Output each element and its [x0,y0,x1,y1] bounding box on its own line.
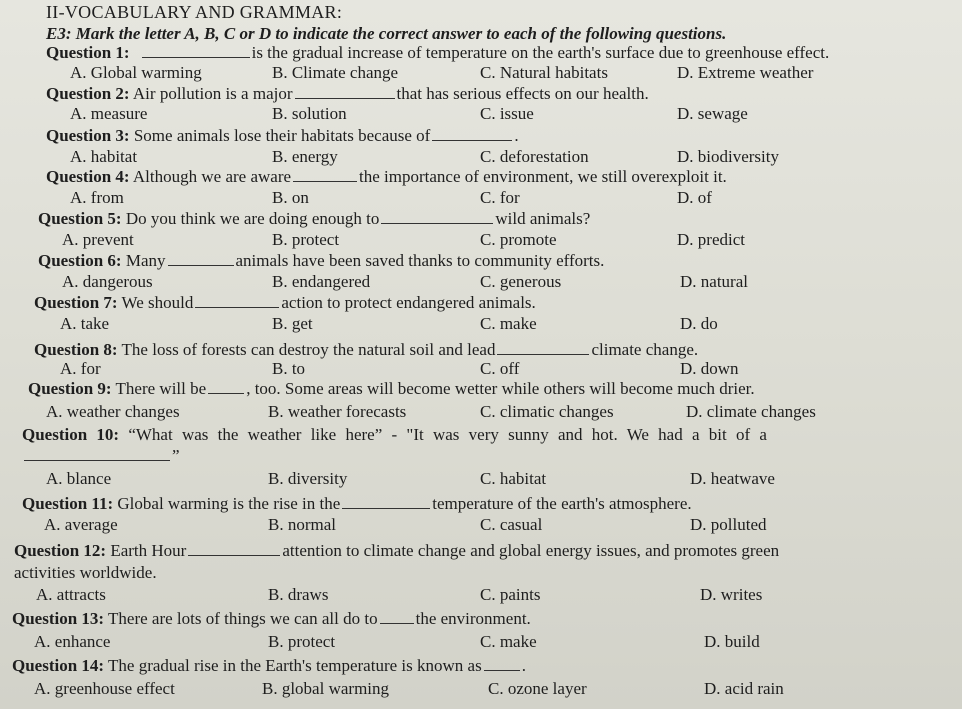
answer-blank [208,380,244,394]
question-label: Question 9: [28,379,112,398]
question-label: Question 13: [12,609,105,628]
answer-blank [293,168,357,182]
question-text: Air pollution is a major [132,84,293,103]
answer-blank [432,127,512,141]
question-label: Question 11: [22,494,114,513]
options-row-7 [0,314,962,334]
question-5 [38,209,590,229]
option-a[interactable]: A. blance [46,469,112,488]
question-text-after: . [514,126,519,145]
options-row-6 [0,272,962,292]
question-label: Question 14: [12,656,105,675]
option-d[interactable]: D. do [680,314,718,333]
question-text-after: animals have been saved thanks to community efforts. [235,251,605,270]
option-a[interactable]: A. Global warming [70,63,202,82]
option-d[interactable]: D. polluted [690,515,767,534]
answer-blank [168,252,234,266]
question-11 [22,494,692,514]
option-b[interactable]: B. get [272,314,313,333]
option-c[interactable]: C. make [480,632,537,651]
answer-blank [484,657,520,671]
options-row-9 [0,402,962,422]
question-text: Some animals lose their habitats because of [133,126,431,145]
option-a[interactable]: A. prevent [62,230,134,249]
option-d[interactable]: D. heatwave [690,469,775,488]
question-12 [14,541,779,561]
question-label: Question 6: [38,251,122,270]
option-c[interactable]: C. habitat [480,469,547,488]
option-d[interactable]: D. biodiversity [677,147,779,166]
question-10-continuation [22,446,180,466]
question-text: The loss of forests can destroy the natural soil and lead [121,340,496,359]
option-b[interactable]: B. on [272,188,309,207]
question-label: Question 5: [38,209,122,228]
option-c[interactable]: C. climatic changes [480,402,614,421]
option-d[interactable]: D. sewage [677,104,748,123]
option-d[interactable]: D. build [704,632,760,651]
options-row-10 [0,469,962,489]
answer-blank [380,610,414,624]
question-text-after: . [521,656,526,675]
question-text: There will be [115,379,207,398]
answer-blank [142,44,250,58]
question-label: Question 8: [34,340,118,359]
section-heading: II-VOCABULARY AND GRAMMAR: [46,2,343,22]
option-b[interactable]: B. Climate change [272,63,399,82]
option-c[interactable]: C. for [480,188,520,207]
answer-blank [188,542,280,556]
answer-blank [24,447,170,461]
option-d[interactable]: D. writes [700,585,763,604]
question-12-continuation: activities worldwide. [14,563,157,582]
option-b[interactable]: B. draws [268,585,329,604]
option-c[interactable]: C. casual [480,515,543,534]
question-6 [38,251,604,271]
question-text: Although we are aware [132,167,292,186]
question-text-after: temperature of the earth's atmosphere. [432,494,692,513]
question-label: Question 10: [22,425,120,444]
question-text: We should [121,293,194,312]
question-text: There are lots of things we can all do to [108,609,378,628]
option-b[interactable]: B. weather forecasts [268,402,407,421]
option-a[interactable]: A. average [44,515,118,534]
option-a[interactable]: A. habitat [70,147,138,166]
option-a[interactable]: A. weather changes [46,402,180,421]
option-a[interactable]: A. enhance [34,632,111,651]
instruction: E3: Mark the letter A, B, C or D to indicate the correct answer to each of the following questions. [46,24,727,43]
question-14 [12,656,526,676]
question-text-after: action to protect endangered animals. [281,293,536,312]
option-c[interactable]: C. generous [480,272,562,291]
question-label: Question 7: [34,293,118,312]
question-text-after: wild animals? [495,209,591,228]
question-text-after: the importance of environment, we still overexploit it. [359,167,727,186]
question-8 [34,340,698,360]
question-label: Question 3: [46,126,130,145]
question-text: “What was the weather like here” - "It was very sunny and hot. We had a bit of a [128,425,767,444]
option-d[interactable]: D. down [680,359,739,378]
question-label: Question 12: [14,541,107,560]
question-text: Do you think we are doing enough to [125,209,380,228]
option-a[interactable]: A. attracts [36,585,106,604]
option-a[interactable]: A. greenhouse effect [34,679,175,698]
option-c[interactable]: C. off [480,359,520,378]
option-b[interactable]: B. normal [268,515,336,534]
question-text-after: the environment. [415,609,531,628]
question-text: Many [125,251,166,270]
options-row-5 [0,230,962,250]
answer-blank [342,495,430,509]
question-7 [34,293,536,313]
question-3 [46,126,519,146]
option-c[interactable]: C. make [480,314,537,333]
option-a[interactable]: A. measure [70,104,148,123]
question-10 [22,425,767,445]
option-b[interactable]: B. energy [272,147,338,166]
question-label: Question 4: [46,167,130,186]
options-row-2 [0,104,962,124]
question-text-after: attention to climate change and global energy issues, and promotes green [282,541,780,560]
option-a[interactable]: A. take [60,314,110,333]
question-label: Question 1: [46,43,130,62]
option-b[interactable]: B. diversity [268,469,348,488]
question-text-after: ” [172,446,180,465]
question-13 [12,609,531,629]
option-b[interactable]: B. protect [272,230,340,249]
options-row-3 [0,147,962,167]
option-a[interactable]: A. from [70,188,124,207]
option-d[interactable]: D. acid rain [704,679,784,698]
option-b[interactable]: B. to [272,359,306,378]
option-c[interactable]: C. promote [480,230,557,249]
option-d[interactable]: D. of [677,188,712,207]
answer-blank [381,210,493,224]
option-d[interactable]: D. natural [680,272,748,291]
options-row-8 [0,359,962,379]
option-c[interactable]: C. deforestation [480,147,589,166]
options-row-14 [0,679,962,699]
options-row-1 [0,63,962,83]
question-1 [46,43,829,63]
question-text-after: that has serious effects on our health. [396,84,649,103]
options-row-11 [0,515,962,535]
question-label: Question 2: [46,84,130,103]
question-text: is the gradual increase of temperature on the earth's surface due to greenhouse effect. [251,43,830,62]
option-d[interactable]: D. predict [677,230,745,249]
option-b[interactable]: B. protect [268,632,336,651]
option-a[interactable]: A. dangerous [62,272,153,291]
answer-blank [295,85,395,99]
option-b[interactable]: B. endangered [272,272,371,291]
option-d[interactable]: D. climate changes [686,402,816,421]
answer-blank [497,341,589,355]
question-4 [46,167,727,187]
option-b[interactable]: B. global warming [262,679,390,698]
option-c[interactable]: C. paints [480,585,541,604]
question-text: The gradual rise in the Earth's temperature is known as [108,656,482,675]
option-c[interactable]: C. ozone layer [488,679,587,698]
option-c[interactable]: C. Natural habitats [480,63,608,82]
question-9 [28,379,755,399]
answer-blank [195,294,279,308]
question-text: Earth Hour [110,541,187,560]
question-text-after: climate change. [591,340,699,359]
option-a[interactable]: A. for [60,359,101,378]
question-2 [46,84,649,104]
option-b[interactable]: B. solution [272,104,347,123]
question-text-after: , too. Some areas will become wetter while others will become much drier. [246,379,755,398]
question-text: Global warming is the rise in the [117,494,341,513]
options-row-12 [0,585,962,605]
options-row-13 [0,632,962,652]
option-d[interactable]: D. Extreme weather [677,63,814,82]
option-c[interactable]: C. issue [480,104,534,123]
options-row-4 [0,188,962,208]
